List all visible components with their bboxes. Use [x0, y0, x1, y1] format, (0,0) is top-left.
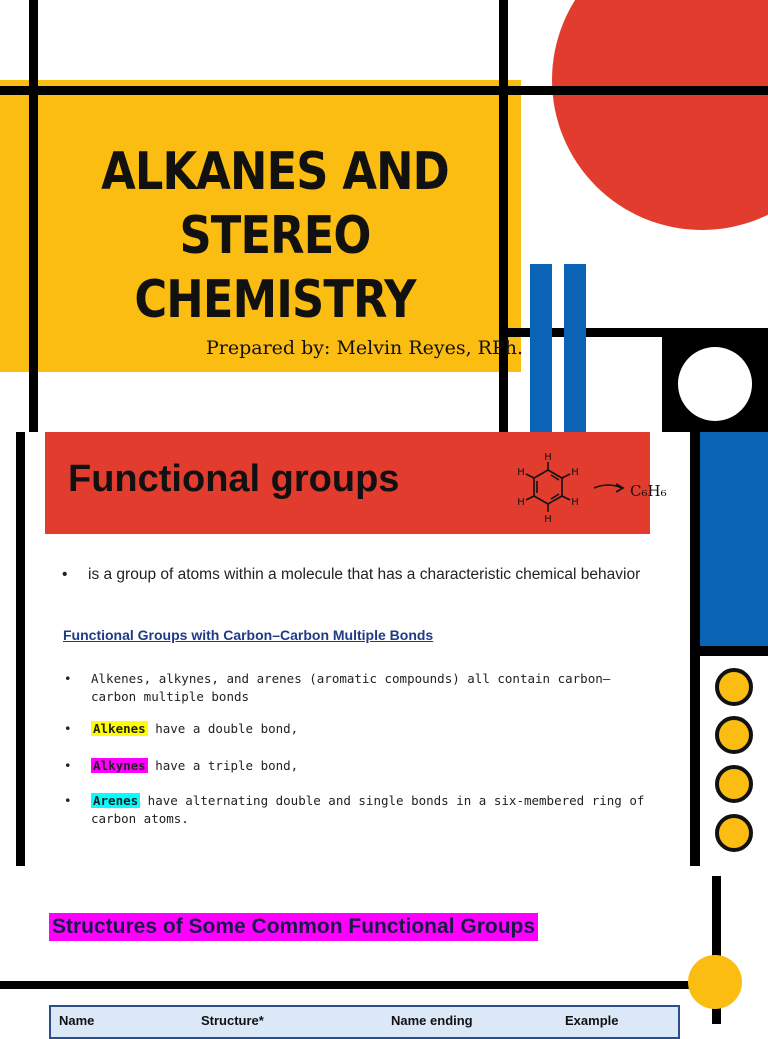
left-vertical-bar — [29, 0, 38, 432]
slide-right-border — [690, 432, 700, 866]
slide3-horizontal-bar — [0, 981, 712, 989]
prepared-by: Prepared by: Melvin Reyes, RPh. — [206, 337, 524, 359]
slide-heading: Functional groups — [68, 458, 400, 500]
svg-text:H: H — [571, 497, 579, 508]
highlight-term-arenes: Arenes — [93, 793, 139, 808]
column-header-example: Example — [565, 1013, 619, 1028]
svg-text:H: H — [517, 467, 525, 478]
yellow-dot-decoration — [715, 814, 753, 852]
svg-text:H: H — [544, 452, 552, 463]
list-item-alkynes — [66, 757, 646, 775]
bullet-marker: • — [62, 566, 68, 583]
title-slide — [0, 0, 768, 432]
column-header-structure: Structure* — [201, 1013, 264, 1028]
column-header-name-ending: Name ending — [391, 1013, 473, 1028]
yellow-dot-decoration — [715, 765, 753, 803]
functional-groups-table-header — [49, 1005, 680, 1039]
item-text: have alternating double and single bonds in a six-membered ring of carbon atoms. — [91, 793, 645, 826]
functional-groups-slide — [16, 432, 700, 866]
white-circle-decoration — [678, 347, 752, 421]
yellow-dot-decoration — [715, 716, 753, 754]
bullet-marker: • — [64, 671, 72, 686]
list-item-alkenes — [66, 720, 646, 738]
svg-text:H: H — [544, 514, 552, 525]
slide-left-border — [16, 432, 25, 866]
column-header-name: Name — [59, 1013, 95, 1028]
list-item-intro — [66, 670, 646, 706]
svg-text:H: H — [517, 497, 525, 508]
bullet-marker: • — [64, 721, 72, 736]
intro-text: Alkenes, alkynes, and arenes (aromatic compounds) all contain carbon–carbon multiple bonds — [91, 671, 611, 704]
bullet-marker: • — [64, 793, 72, 808]
benzene-structure-icon — [496, 446, 686, 536]
slide3-yellow-circle — [688, 955, 742, 1009]
blue-stripe-right — [564, 264, 586, 432]
blue-stripe-left — [530, 264, 552, 432]
red-circle-decoration — [552, 0, 768, 230]
svg-text:H: H — [571, 467, 579, 478]
title-line-1: ALKANES AND — [101, 142, 449, 202]
slide-separator — [0, 866, 768, 874]
black-side-bar — [700, 646, 768, 656]
title-line-2: STEREO CHEMISTRY — [134, 206, 416, 330]
slide3-heading: Structures of Some Common Functional Groups — [49, 913, 538, 941]
blue-side-panel — [700, 432, 768, 646]
list-item-arenes — [66, 792, 646, 828]
top-horizontal-bar — [0, 86, 768, 95]
bullet-marker: • — [64, 758, 72, 773]
presentation-title — [73, 140, 477, 332]
definition-text: is a group of atoms within a molecule that has a characteristic chemical behavior — [88, 566, 641, 583]
yellow-dot-decoration — [715, 668, 753, 706]
definition-bullet — [64, 565, 644, 585]
highlight-term-alkenes: Alkenes — [93, 721, 146, 736]
mid-vertical-bar — [499, 0, 508, 432]
benzene-formula: C₆H₆ — [630, 482, 667, 500]
item-text: have a double bond, — [147, 721, 299, 736]
item-text: have a triple bond, — [147, 758, 299, 773]
highlight-term-alkynes: Alkynes — [93, 758, 146, 773]
section-subheading: Functional Groups with Carbon–Carbon Multiple Bonds — [63, 627, 434, 643]
